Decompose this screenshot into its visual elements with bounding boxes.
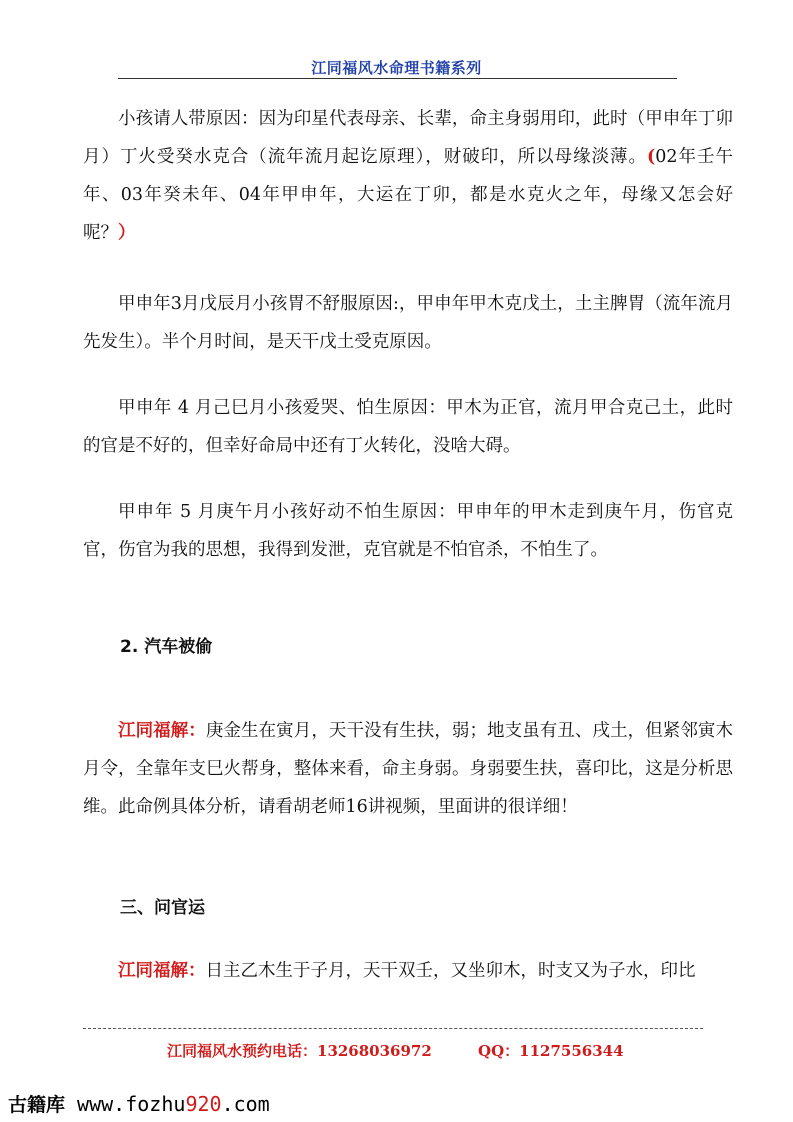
watermark-brand: 古籍库	[8, 1094, 66, 1116]
paragraph-1	[83, 100, 733, 252]
paragraph-5-body: 庚金生在寅月，天干没有生扶，弱；地支虽有丑、戌土，但紧邻寅木月令，全靠年支巳火帮身，整体来看，命主身弱。身弱要生扶，喜印比，这是分析思维。此命例具体分析，请看胡老师16讲视频，里面讲的很详细！	[83, 721, 734, 817]
paragraph-3: 甲申年 4 月己巳月小孩爱哭、怕生原因：甲木为正官，流月甲合克己土，此时的官是不好的，但幸好命局中还有丁火转化，没啥大碍。	[83, 398, 733, 456]
footer-divider	[83, 1028, 703, 1029]
footer-qq: QQ：1127556344	[478, 1042, 624, 1060]
footer-phone: 江同福风水预约电话：13268036972	[167, 1042, 432, 1060]
paragraph-1-open-paren: (	[647, 147, 656, 167]
watermark-url-number: 920	[185, 1092, 222, 1116]
paragraph-1-main: 小孩请人带原因：因为印星代表母亲、长辈，命主身弱用印，此时（甲申年丁卯月）丁火受癸水克合（流年流月起讫原理），财破印，所以母缘淡薄。	[83, 109, 733, 167]
paragraph-1-tail: 02年壬午年、03年癸未年、04年甲申年，大运在丁卯，都是水克火之年，母缘又怎会好呢？	[83, 147, 733, 243]
site-watermark	[8, 1090, 270, 1117]
section-heading-career: 三、问官运	[120, 898, 205, 918]
paragraph-4: 甲申年 5 月庚午月小孩好动不怕生原因：甲申年的甲木走到庚午月，伤官克官，伤官为我的思想，我得到发泄，克官就是不怕官杀，不怕生了。	[83, 502, 733, 560]
header-divider	[118, 78, 677, 79]
paragraph-5	[83, 712, 733, 826]
paragraph-6	[83, 952, 733, 990]
paragraph-1-close-paren: ）	[118, 223, 136, 243]
section-heading-car-theft: 2. 汽车被偷	[120, 637, 213, 657]
header-title: 江同福风水命理书籍系列	[311, 59, 482, 77]
paragraph-2: 甲申年3月戊辰月小孩胃不舒服原因:，甲申年甲木克戊土，土主脾胃（流年流月先发生）。半个月时间，是天干戊土受克原因。	[83, 294, 733, 352]
watermark-url-a: www.fozhu	[65, 1092, 186, 1116]
commentary-label: 江同福解：	[118, 721, 206, 741]
paragraph-6-body: 日主乙木生于子月，天干双壬，又坐卯木，时支又为子水，印比	[205, 961, 696, 981]
watermark-url-c: .com	[221, 1092, 270, 1116]
commentary-label: 江同福解：	[118, 961, 206, 981]
